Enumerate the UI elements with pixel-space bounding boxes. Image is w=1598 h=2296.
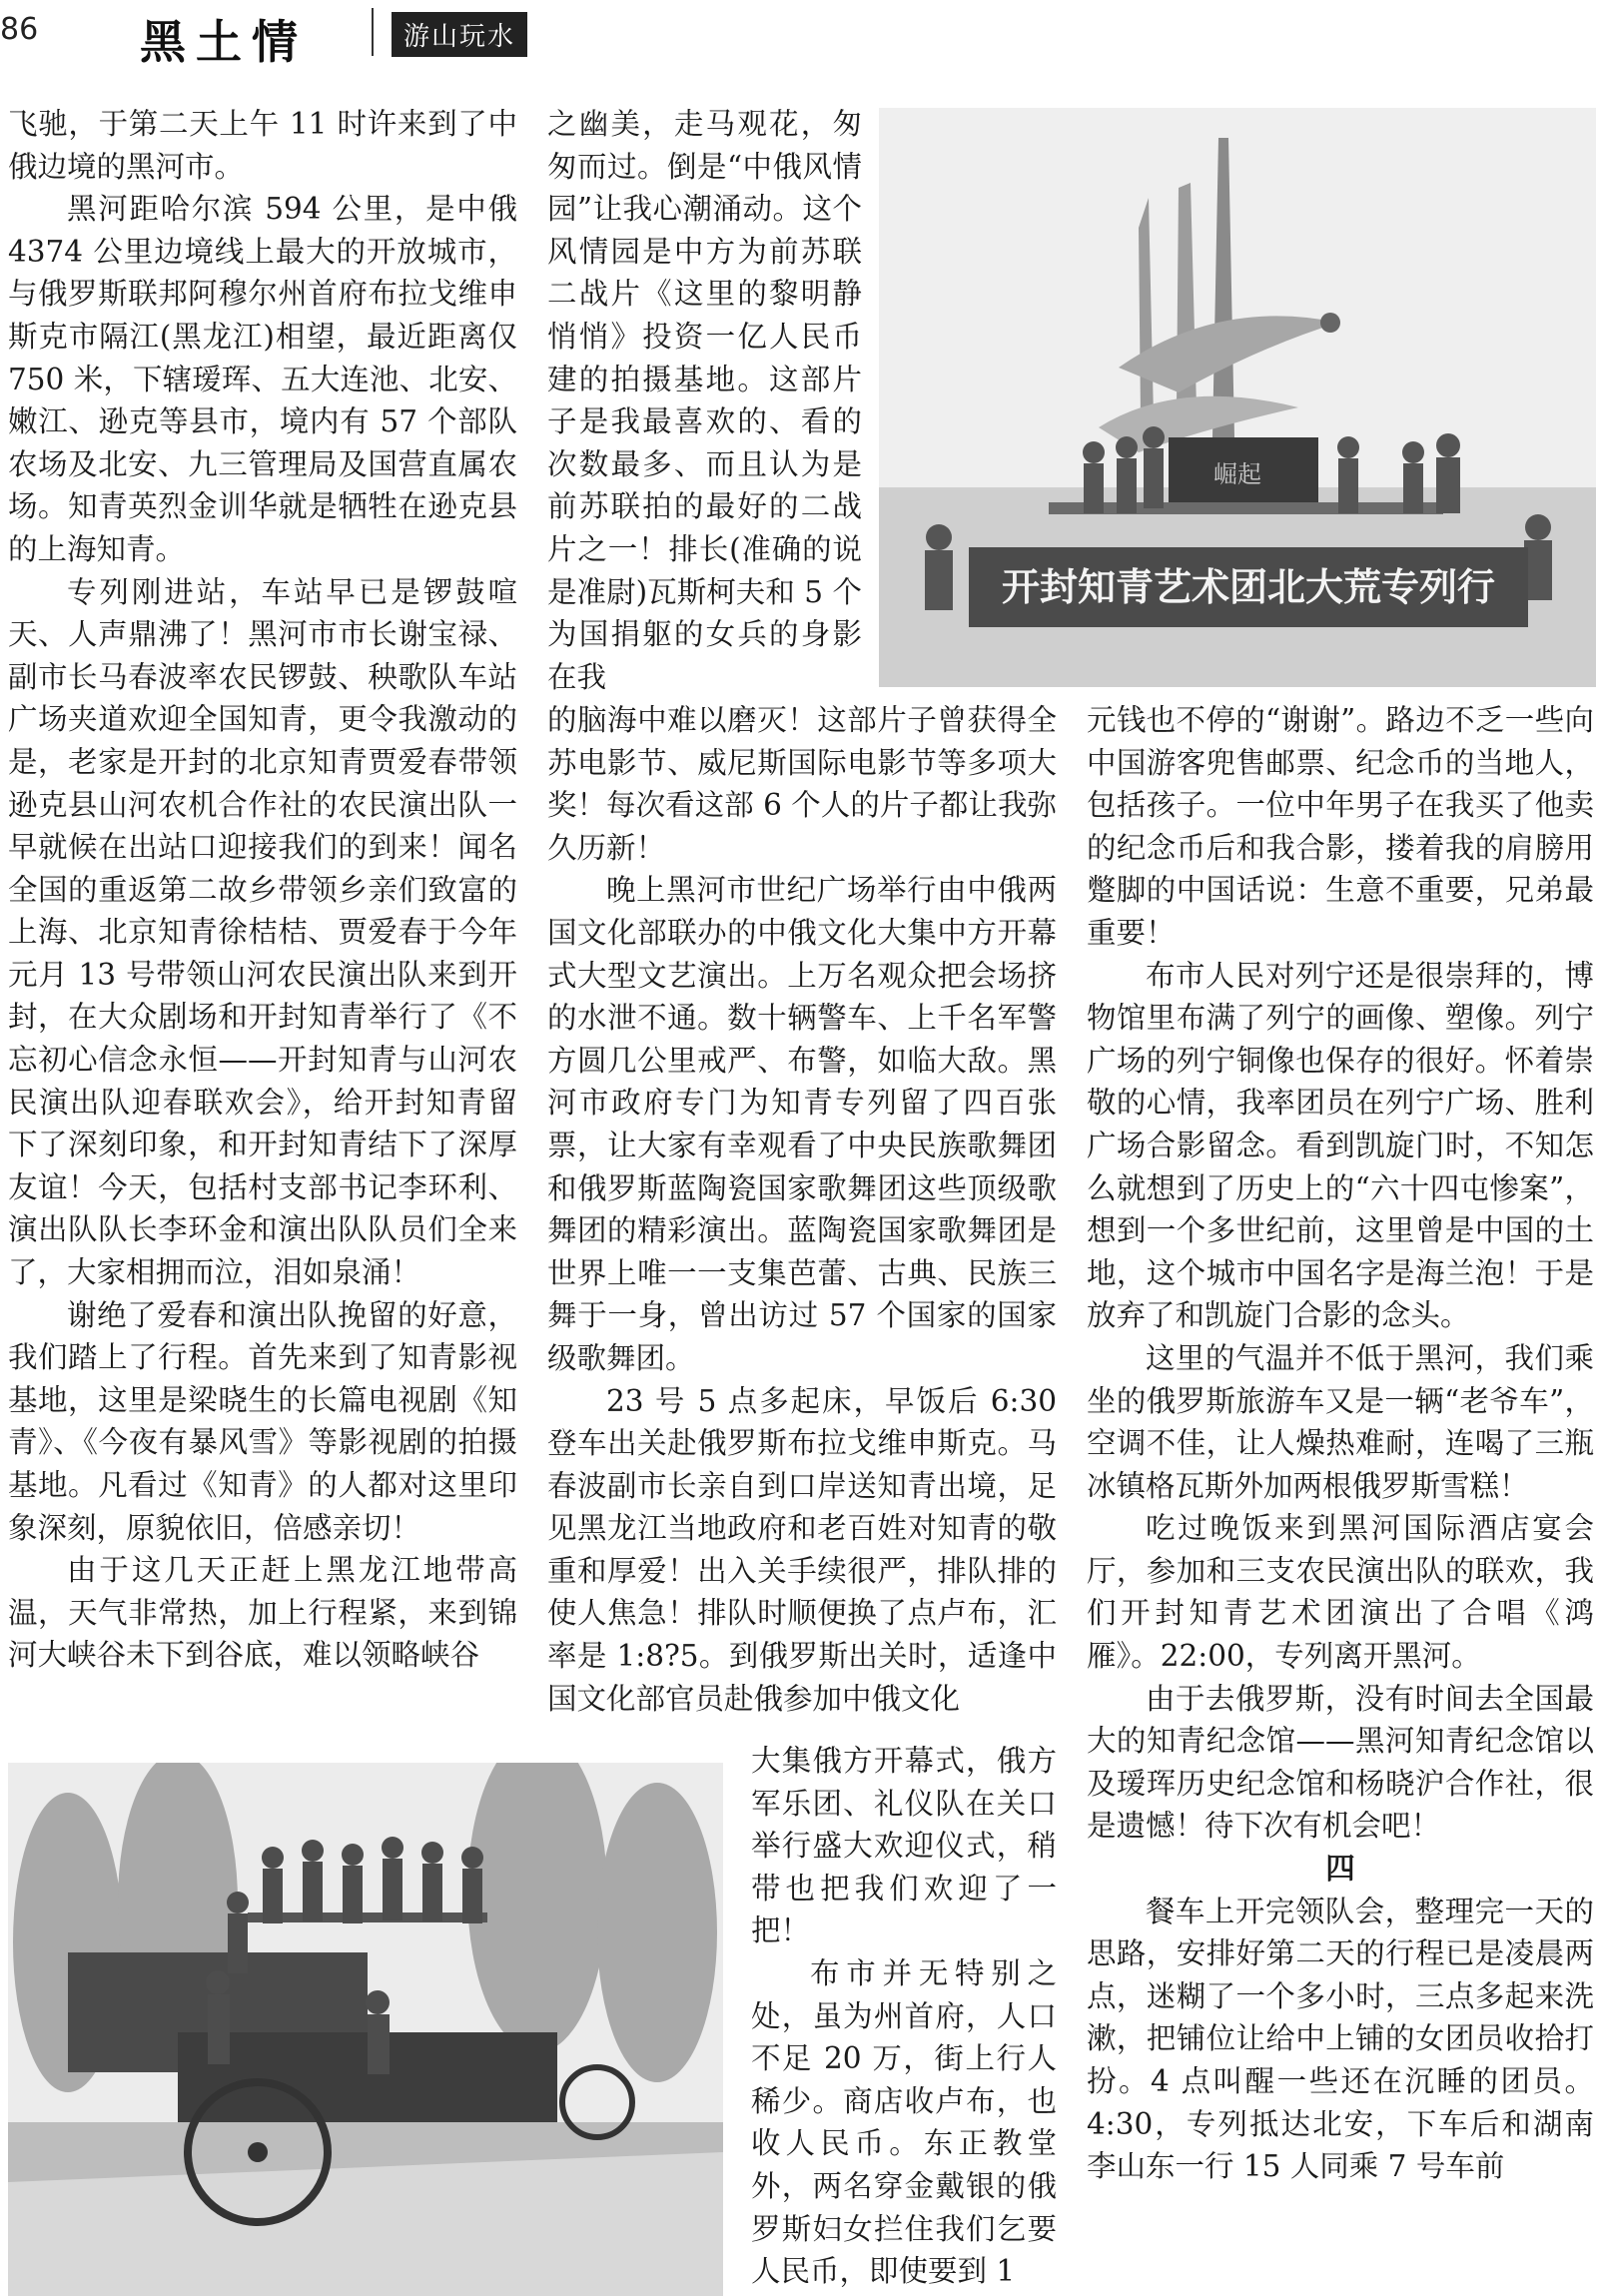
- page-header: [0, 0, 1598, 70]
- article-column-2-upper: [547, 103, 862, 698]
- photo-harvester-group: [8, 1763, 723, 2296]
- magazine-brand: 黑土情: [140, 15, 308, 69]
- paragraph: 布市并无特别之处，虽为州首府，人口不足 20 万，街上行人稀少。商店收卢布，也收人民币。东正教堂外，两名穿金戴银的俄罗斯妇女拦住我们乞要人民币，即使要到 1: [751, 1955, 1057, 2289]
- photo-monument-group: [879, 108, 1596, 687]
- section-tag: 游山玩水: [392, 12, 527, 57]
- section-heading: 四: [1325, 1851, 1355, 1887]
- paragraph: 由于这几天正赶上黑龙江地带高温，天气非常热，加上行程紧，来到锦河大峡谷未下到谷底，难以领略峡谷: [8, 1553, 517, 1673]
- article-column-3: [1087, 699, 1594, 2188]
- paragraph: 之幽美，走马观花，匆匆而过。倒是“中俄风情园”让我心潮涌动。这个风情园是中方为前苏联二战片《这里的黎明静悄悄》投资一亿人民币建的拍摄基地。这部片子是我最喜欢的、看的次数最多、而且认为是前苏联拍的最好的二战片之一！排长(准确的说是准尉)瓦斯柯夫和 5 个为国捐躯的女兵的身影在我: [547, 107, 862, 694]
- paragraph: 飞驰，于第二天上午 11 时许来到了中俄边境的黑河市。: [8, 107, 517, 184]
- monument-inscription: 崛起: [1213, 460, 1261, 488]
- paragraph: 的脑海中难以磨灭！这部片子曾获得全苏电影节、威尼斯国际电影节等多项大奖！每次看这部 6 个人的片子都让我弥久历新！: [547, 703, 1057, 865]
- paragraph: 黑河距哈尔滨 594 公里，是中俄 4374 公里边境线上最大的开放城市，与俄罗斯联邦阿穆尔州首府布拉戈维申斯克市隔江(黑龙江)相望，最近距离仅 750 米，下辖瑷珲、五大连池、北安、嫩江、逊克等县市，境内有 57 个部队农场及北安、九三管理局及国营直属农场。知青英烈金训华就是牺牲在逊克县的上海知青。: [8, 192, 517, 566]
- article-column-2-lower: [751, 1740, 1057, 2293]
- header-divider: [372, 8, 374, 56]
- banner-text: 开封知青艺术团北大荒专列行: [1001, 564, 1496, 609]
- article-column-2-middle: [547, 699, 1057, 1720]
- page-number: 86: [0, 12, 39, 47]
- paragraph: 餐车上开完领队会，整理完一天的思路，安排好第二天的行程已是凌晨两点，迷糊了一个多小时，三点多起来洗漱，把铺位让给中上铺的女团员收拾打扮。4 点叫醒一些还在沉睡的团员。4:30，专列抵达北安，下车后和湖南李山东一行 15 人同乘 7 号车前: [1087, 1894, 1594, 2184]
- paragraph: 谢绝了爱春和演出队挽留的好意，我们踏上了行程。首先来到了知青影视基地，这里是梁晓生的长篇电视剧《知青》、《今夜有暴风雪》等影视剧的拍摄基地。凡看过《知青》的人都对这里印象深刻，原貌依旧，倍感亲切！: [8, 1297, 517, 1545]
- paragraph: 专列刚进站，车站早已是锣鼓喧天、人声鼎沸了！黑河市市长谢宝禄、副市长马春波率农民锣鼓、秧歌队车站广场夹道欢迎全国知青，更令我激动的是，老家是开封的北京知青贾爱春带领逊克县山河农机合作社的农民演出队一早就候在出站口迎接我们的到来！闻名全国的重返第二故乡带领乡亲们致富的上海、北京知青徐桔桔、贾爱春于今年元月 13 号带领山河农民演出队来到开封，在大众剧场和开封知青举行了《不忘初心信念永恒——开封知青与山河农民演出队迎春联欢会》，给开封知青留下了深刻印象，和开封知青结下了深厚友谊！今天，包括村支部书记李环利、演出队队长李环金和演出队队员们全来了，大家相拥而泣，泪如泉涌！: [8, 574, 517, 1290]
- paragraph: 23 号 5 点多起床，早饭后 6:30 登车出关赴俄罗斯布拉戈维申斯克。马春波副市长亲自到口岸送知青出境，足见黑龙江当地政府和老百姓对知青的敬重和厚爱！出入关手续很严，排队排的使人焦急！排队时顺便换了点卢布，汇率是 1:8?5。到俄罗斯出关时，适逢中国文化部官员赴俄参加中俄文化: [547, 1383, 1057, 1716]
- paragraph: 布市人民对列宁还是很崇拜的，博物馆里布满了列宁的画像、塑像。列宁广场的列宁铜像也保存的很好。怀着崇敬的心情，我率团员在列宁广场、胜利广场合影留念。看到凯旋门时，不知怎么就想到了历史上的“六十四屯惨案”，想到一个多世纪前，这里曾是中国的土地，这个城市中国名字是海兰泡！于是放弃了和凯旋门合影的念头。: [1087, 958, 1594, 1333]
- paragraph: 这里的气温并不低于黑河，我们乘坐的俄罗斯旅游车又是一辆“老爷车”，空调不佳，让人燥热难耐，连喝了三瓶冰镇格瓦斯外加两根俄罗斯雪糕！: [1087, 1340, 1594, 1503]
- article-column-1: [8, 103, 517, 1677]
- paragraph: 吃过晚饭来到黑河国际酒店宴会厅，参加和三支农民演出队的联欢，我们开封知青艺术团演出了合唱《鸿雁》。22:00，专列离开黑河。: [1087, 1511, 1594, 1674]
- paragraph: 大集俄方开幕式，俄方军乐团、礼仪队在关口举行盛大欢迎仪式，稍带也把我们欢迎了一把！: [751, 1744, 1057, 1948]
- paragraph: 由于去俄罗斯，没有时间去全国最大的知青纪念馆——黑河知青纪念馆以及瑷珲历史纪念馆和杨晓沪合作社，很是遗憾！待下次有机会吧！: [1087, 1681, 1594, 1844]
- paragraph: 元钱也不停的“谢谢”。路边不乏一些向中国游客兜售邮票、纪念币的当地人，包括孩子。一位中年男子在我买了他卖的纪念币后和我合影，搂着我的肩膀用蹩脚的中国话说：生意不重要，兄弟最重要！: [1087, 703, 1594, 950]
- paragraph: 晚上黑河市世纪广场举行由中俄两国文化部联办的中俄文化大集中方开幕式大型文艺演出。上万名观众把会场挤的水泄不通。数十辆警车、上千名军警方圆几公里戒严、布警，如临大敌。黑河市政府专门为知青专列留了四百张票，让大家有幸观看了中央民族歌舞团和俄罗斯蓝陶瓷国家歌舞团这些顶级歌舞团的精彩演出。蓝陶瓷国家歌舞团是世界上唯一一支集芭蕾、古典、民族三舞于一身，曾出访过 57 个国家的国家级歌舞团。: [547, 873, 1057, 1375]
